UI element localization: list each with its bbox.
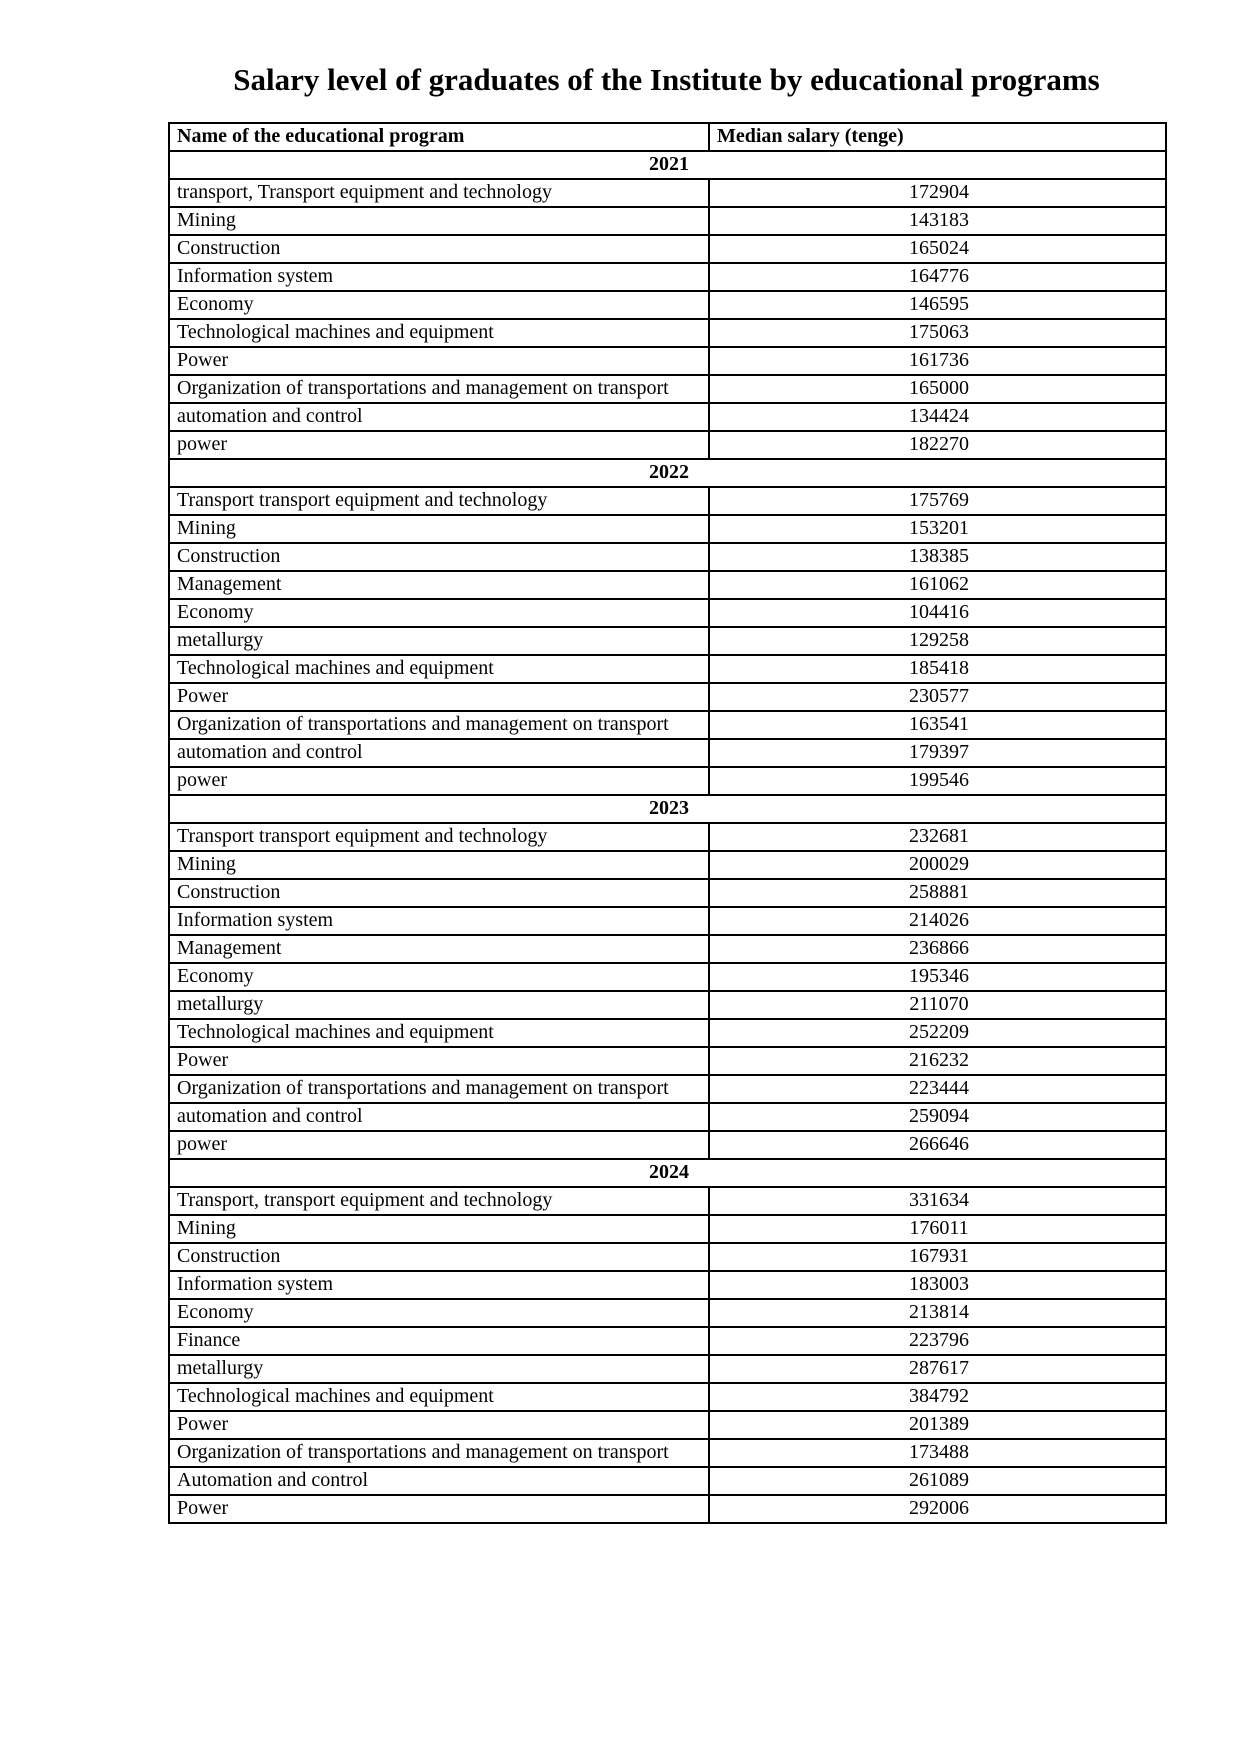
salary-value: 195346 (709, 963, 1166, 991)
table-header-row (169, 123, 1166, 151)
table-row (169, 655, 1166, 683)
table-row (169, 991, 1166, 1019)
table-row (169, 1103, 1166, 1131)
salary-value: 175063 (709, 319, 1166, 347)
salary-value: 175769 (709, 487, 1166, 515)
year-section-row (169, 151, 1166, 179)
document-content (168, 0, 1165, 1524)
salary-table (168, 122, 1167, 1524)
table-row (169, 1271, 1166, 1299)
table-row (169, 1383, 1166, 1411)
program-name: Mining (169, 1215, 709, 1243)
column-header-salary: Median salary (tenge) (709, 123, 1166, 151)
salary-value: 200029 (709, 851, 1166, 879)
program-name: Power (169, 347, 709, 375)
table-row (169, 571, 1166, 599)
program-name: Power (169, 1495, 709, 1523)
program-name: metallurgy (169, 991, 709, 1019)
program-name: Management (169, 935, 709, 963)
table-row (169, 879, 1166, 907)
year-section-row (169, 459, 1166, 487)
year-section-row (169, 1159, 1166, 1187)
salary-value: 129258 (709, 627, 1166, 655)
year-label: 2023 (169, 795, 1166, 823)
program-name: Transport transport equipment and technology (169, 823, 709, 851)
salary-value: 104416 (709, 599, 1166, 627)
year-label: 2024 (169, 1159, 1166, 1187)
salary-value: 384792 (709, 1383, 1166, 1411)
salary-value: 331634 (709, 1187, 1166, 1215)
program-name: Power (169, 683, 709, 711)
table-row (169, 347, 1166, 375)
salary-value: 223444 (709, 1075, 1166, 1103)
table-row (169, 1299, 1166, 1327)
salary-value: 232681 (709, 823, 1166, 851)
salary-value: 146595 (709, 291, 1166, 319)
column-header-program: Name of the educational program (169, 123, 709, 151)
program-name: metallurgy (169, 1355, 709, 1383)
program-name: automation and control (169, 1103, 709, 1131)
table-row (169, 767, 1166, 795)
salary-value: 201389 (709, 1411, 1166, 1439)
program-name: Mining (169, 207, 709, 235)
program-name: Transport, transport equipment and technology (169, 1187, 709, 1215)
program-name: Construction (169, 235, 709, 263)
table-row (169, 319, 1166, 347)
salary-value: 165024 (709, 235, 1166, 263)
salary-value: 211070 (709, 991, 1166, 1019)
program-name: power (169, 767, 709, 795)
table-row (169, 683, 1166, 711)
table-row (169, 1019, 1166, 1047)
salary-value: 153201 (709, 515, 1166, 543)
program-name: Transport transport equipment and technology (169, 487, 709, 515)
program-name: Technological machines and equipment (169, 1019, 709, 1047)
program-name: Technological machines and equipment (169, 319, 709, 347)
program-name: Organization of transportations and management on transport (169, 1075, 709, 1103)
program-name: Technological machines and equipment (169, 1383, 709, 1411)
program-name: Mining (169, 515, 709, 543)
salary-value: 214026 (709, 907, 1166, 935)
program-name: Construction (169, 543, 709, 571)
year-section-row (169, 795, 1166, 823)
table-row (169, 487, 1166, 515)
program-name: Organization of transportations and management on transport (169, 375, 709, 403)
year-label: 2021 (169, 151, 1166, 179)
program-name: Automation and control (169, 1467, 709, 1495)
program-name: Organization of transportations and management on transport (169, 1439, 709, 1467)
program-name: Information system (169, 907, 709, 935)
program-name: power (169, 1131, 709, 1159)
salary-value: 165000 (709, 375, 1166, 403)
salary-value: 161062 (709, 571, 1166, 599)
salary-value: 266646 (709, 1131, 1166, 1159)
salary-value: 216232 (709, 1047, 1166, 1075)
program-name: Power (169, 1047, 709, 1075)
table-row (169, 1047, 1166, 1075)
table-row (169, 1187, 1166, 1215)
program-name: Mining (169, 851, 709, 879)
table-row (169, 235, 1166, 263)
salary-value: 223796 (709, 1327, 1166, 1355)
program-name: Construction (169, 1243, 709, 1271)
salary-value: 134424 (709, 403, 1166, 431)
table-row (169, 627, 1166, 655)
salary-value: 163541 (709, 711, 1166, 739)
program-name: Information system (169, 1271, 709, 1299)
page-title: Salary level of graduates of the Institute by educational programs (233, 62, 1100, 97)
program-name: metallurgy (169, 627, 709, 655)
salary-value: 161736 (709, 347, 1166, 375)
salary-value: 172904 (709, 179, 1166, 207)
program-name: automation and control (169, 739, 709, 767)
table-row (169, 963, 1166, 991)
table-row (169, 1215, 1166, 1243)
salary-value: 292006 (709, 1495, 1166, 1523)
table-row (169, 1243, 1166, 1271)
table-row (169, 1495, 1166, 1523)
table-row (169, 263, 1166, 291)
table-row (169, 907, 1166, 935)
table-row (169, 515, 1166, 543)
program-name: Economy (169, 291, 709, 319)
salary-value: 259094 (709, 1103, 1166, 1131)
salary-value: 167931 (709, 1243, 1166, 1271)
salary-value: 185418 (709, 655, 1166, 683)
year-label: 2022 (169, 459, 1166, 487)
table-row (169, 823, 1166, 851)
program-name: Technological machines and equipment (169, 655, 709, 683)
salary-value: 182270 (709, 431, 1166, 459)
program-name: Information system (169, 263, 709, 291)
program-name: transport, Transport equipment and technology (169, 179, 709, 207)
table-row (169, 599, 1166, 627)
table-row (169, 375, 1166, 403)
program-name: Power (169, 1411, 709, 1439)
salary-value: 287617 (709, 1355, 1166, 1383)
table-row (169, 935, 1166, 963)
salary-value: 179397 (709, 739, 1166, 767)
table-row (169, 179, 1166, 207)
program-name: automation and control (169, 403, 709, 431)
table-row (169, 207, 1166, 235)
program-name: Management (169, 571, 709, 599)
table-row (169, 403, 1166, 431)
program-name: power (169, 431, 709, 459)
salary-value: 173488 (709, 1439, 1166, 1467)
program-name: Finance (169, 1327, 709, 1355)
table-row (169, 1411, 1166, 1439)
table-row (169, 1355, 1166, 1383)
salary-value: 252209 (709, 1019, 1166, 1047)
table-row (169, 291, 1166, 319)
salary-value: 176011 (709, 1215, 1166, 1243)
salary-value: 143183 (709, 207, 1166, 235)
salary-table-body (169, 151, 1166, 1523)
table-row (169, 1131, 1166, 1159)
salary-value: 261089 (709, 1467, 1166, 1495)
table-row (169, 543, 1166, 571)
table-row (169, 711, 1166, 739)
program-name: Organization of transportations and management on transport (169, 711, 709, 739)
table-row (169, 739, 1166, 767)
table-row (169, 431, 1166, 459)
salary-value: 258881 (709, 879, 1166, 907)
program-name: Economy (169, 599, 709, 627)
salary-value: 236866 (709, 935, 1166, 963)
table-row (169, 1075, 1166, 1103)
table-row (169, 1439, 1166, 1467)
salary-value: 199546 (709, 767, 1166, 795)
table-row (169, 1467, 1166, 1495)
salary-value: 138385 (709, 543, 1166, 571)
program-name: Construction (169, 879, 709, 907)
program-name: Economy (169, 1299, 709, 1327)
program-name: Economy (169, 963, 709, 991)
salary-value: 230577 (709, 683, 1166, 711)
salary-value: 183003 (709, 1271, 1166, 1299)
salary-value: 164776 (709, 263, 1166, 291)
salary-value: 213814 (709, 1299, 1166, 1327)
table-row (169, 851, 1166, 879)
table-row (169, 1327, 1166, 1355)
